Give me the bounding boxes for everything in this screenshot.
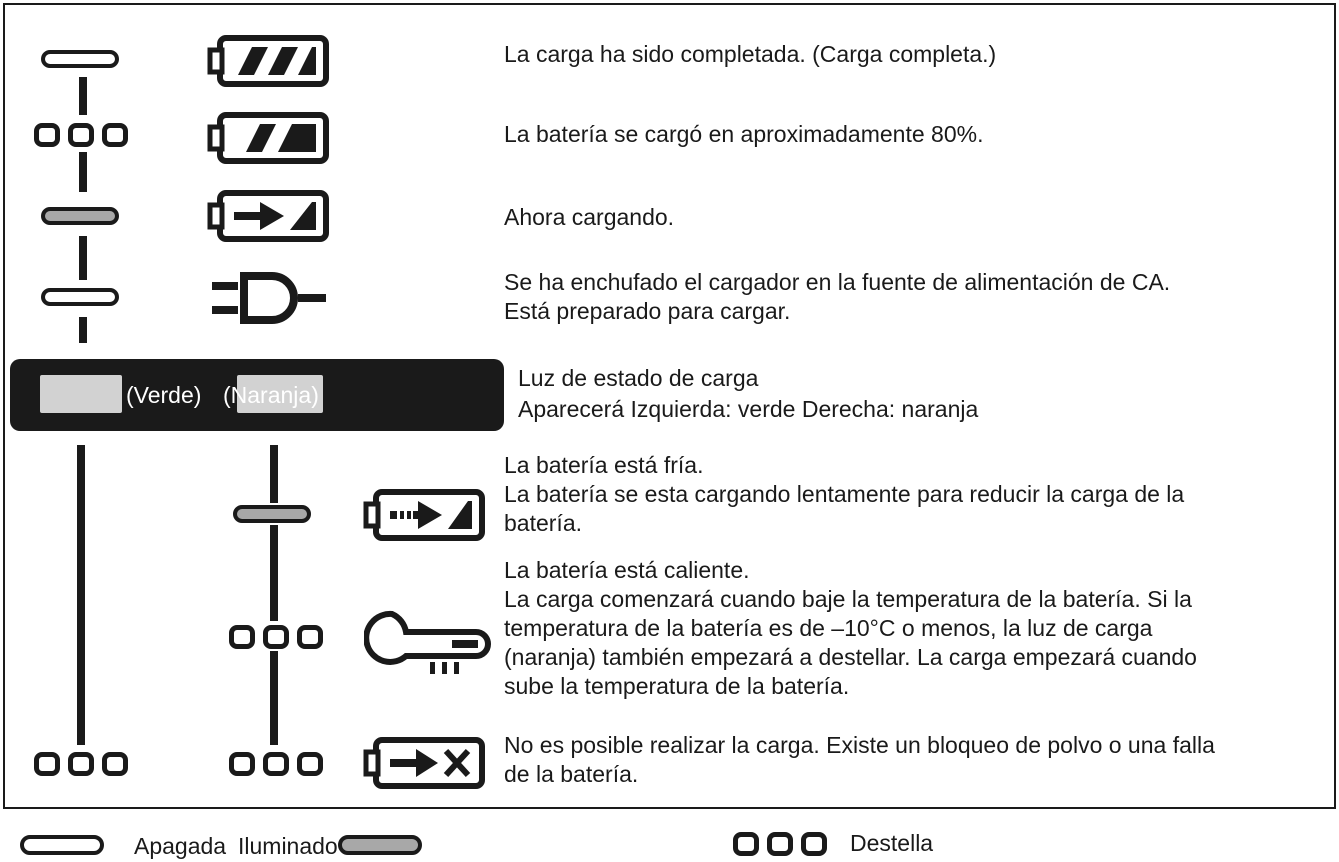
battery-80-icon [206,110,332,166]
legend-lit-label: Iluminado [238,833,338,859]
green-led-connector [79,236,87,280]
battery-error-icon [362,735,488,791]
green-led-long-connector [77,445,85,745]
orange-led-connector [270,525,278,621]
green-led-connector [79,152,87,192]
orange-led-connector [270,445,278,503]
green-led-flashing [34,121,128,149]
orange-label: (Naranja) [223,382,319,408]
row-error-text: No es posible realizar la carga. Existe un bloqueo de polvo o una falla de la batería. [504,732,1215,787]
status-subtitle: Aparecerá Izquierda: verde Derecha: naranja [518,396,979,422]
row-hot-text: La batería está caliente. La carga comenzará cuando baje la temperatura de la batería. Si la temperatura de la batería es de –10°C o menos, la luz de carga (naranja) también empezará a destellar. La carga empezará cuando sube la temperatura de la batería. [504,557,1197,699]
orange-led-flashing [229,623,323,651]
legend-flash-icon [733,830,827,858]
orange-led-flashing [229,750,323,778]
legend-lit-icon [338,835,422,855]
green-led-off [41,50,119,68]
green-led-connector [79,77,87,115]
status-title: Luz de estado de carga [518,365,759,391]
green-led-swatch [40,375,122,413]
thermometer-icon [364,610,494,680]
green-label: (Verde) [126,382,202,408]
orange-led-connector [270,651,278,745]
row-cold-text: La batería está fría. La batería se esta cargando lentamente para reducir la carga de la batería. [504,452,1185,536]
green-led-off [41,288,119,306]
battery-full-icon [206,33,332,89]
green-led-flashing [34,750,128,778]
row-charging-text: Ahora cargando. [504,204,675,230]
battery-charging-icon [206,188,332,244]
row-80-text: La batería se cargó en aproximadamente 80%. [504,121,984,147]
battery-slow-charging-icon [362,487,488,543]
legend-off-label: Apagada [134,833,227,859]
row-plugged-text: Se ha enchufado el cargador en la fuente de alimentación de CA. Está preparado para cargar. [504,269,1171,324]
green-led-lit [41,207,119,225]
green-led-connector [79,317,87,343]
legend-flash-label: Destella [850,830,934,856]
row-full-text: La carga ha sido completada. (Carga completa.) [504,41,997,67]
plug-icon [210,270,330,326]
legend-off-icon [20,835,104,855]
orange-led-lit [233,505,311,523]
